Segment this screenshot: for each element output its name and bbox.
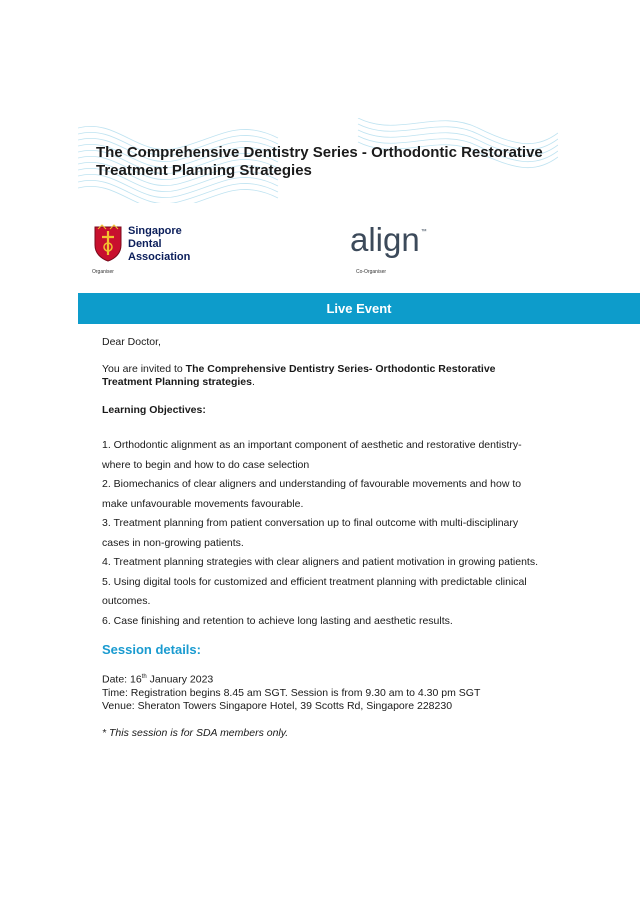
list-item: 4. Treatment planning strategies with clear aligners and patient motivation in growing patients.: [102, 556, 538, 568]
list-item: 5. Using digital tools for customized and efficient treatment planning with predictable clinical outcomes.: [102, 575, 527, 607]
live-event-bar: Live Event: [78, 293, 640, 324]
members-only-note: * This session is for SDA members only.: [102, 726, 289, 739]
event-title: The Comprehensive Dentistry Series - Orthodontic Restorative Treatment Planning Strategies: [96, 144, 543, 179]
coorganiser-label: Co-Organiser: [356, 269, 387, 275]
session-time: Time: Registration begins 8.45 am SGT. Session is from 9.30 am to 4.30 pm SGT: [102, 686, 481, 699]
list-item: 2. Biomechanics of clear aligners and understanding of favourable movements and how to make unfavourable movements favourable.: [102, 478, 522, 510]
list-item: 6. Case finishing and retention to achieve long lasting and aesthetic results.: [102, 614, 453, 627]
sda-crest-icon: [92, 223, 124, 263]
list-item: 1. Orthodontic alignment as an important component of aesthetic and restorative dentistry- where to begin and how to do case selection: [102, 439, 522, 471]
session-details-heading: Session details:: [102, 642, 201, 657]
organiser-label: Organiser: [92, 269, 114, 275]
objectives-list: [102, 436, 542, 631]
invitation-text: You are invited to The Comprehensive Dentistry Series- Orthodontic Restorative Treatment Planning strategies.: [102, 363, 496, 388]
sda-logo-text: Singapore Dental Association: [128, 225, 191, 263]
align-logo: align™: [350, 221, 427, 258]
greeting: Dear Doctor,: [102, 336, 161, 348]
learning-objectives-heading: Learning Objectives:: [102, 404, 206, 416]
logo-row: [78, 215, 558, 285]
session-date: Date: 16th January 2023: [102, 673, 214, 686]
header-banner: [78, 118, 558, 203]
session-details: [102, 671, 542, 713]
session-venue: Venue: Sheraton Towers Singapore Hotel, 39 Scotts Rd, Singapore 228230: [102, 699, 453, 712]
letter-body: [102, 336, 542, 740]
list-item: 3. Treatment planning from patient conversation up to final outcome with multi-disciplinary cases in non-growing patients.: [102, 517, 519, 549]
